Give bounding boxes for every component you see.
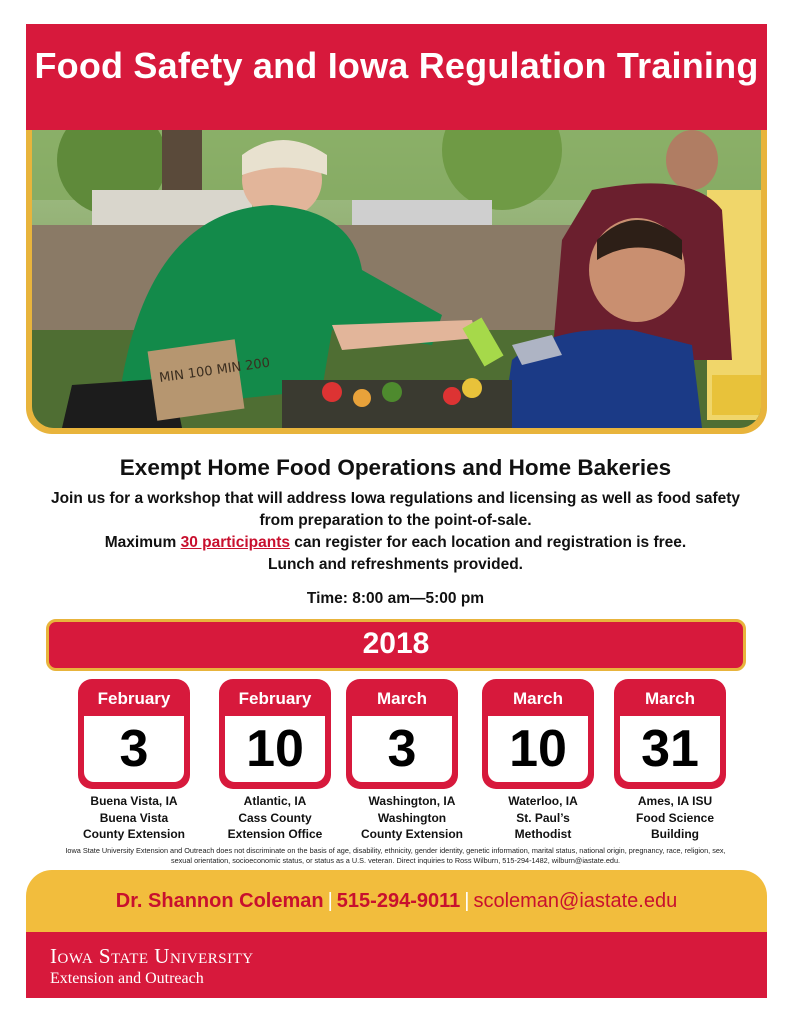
intro-line-2-pre: Maximum: [104, 534, 181, 551]
intro-line-2: [40, 532, 751, 554]
extension-outreach-text: Extension and Outreach: [50, 970, 204, 987]
location-buena-vista: [59, 793, 209, 843]
calendar-month: March: [376, 689, 428, 708]
tomato-2: [443, 387, 461, 405]
calendar-month: February: [97, 689, 171, 708]
location-atlantic: [200, 793, 350, 843]
year-banner: 2018: [46, 619, 746, 671]
intro-line-1: Join us for a workshop that will address Iowa regulations and licensing as well as food safety from preparation to the point-of-sale.: [50, 490, 741, 529]
title-banner: [26, 24, 767, 134]
location-line: Buena Vista: [99, 810, 169, 825]
man-head: [666, 130, 718, 190]
location-ames: [600, 793, 750, 843]
calendar-day: 3: [387, 720, 417, 778]
location-waterloo: [468, 793, 618, 843]
nondiscrimination-statement: Iowa State University Extension and Outreach does not discriminate on the basis of age, disability, ethnicity, gender identity, genetic information, marital status, national origin, pregnancy, race, religion, sex, sexual orientation, socioeconomic status, or status as a U.S. veteran. Direct inquiries to Ross Wilburn, 515-294-1482, wilburn@iastate.edu.: [65, 846, 726, 865]
calendar-month: February: [238, 689, 312, 708]
location-line: Cass County: [238, 810, 312, 825]
sign-text: MIN 100 MIN 200: [158, 355, 271, 387]
calendar-feb-3: [78, 679, 190, 789]
photo-illustration: [32, 130, 761, 428]
location-line: Washington: [377, 810, 447, 825]
veg: [382, 382, 402, 402]
location-line: Ames, IA ISU: [637, 794, 713, 808]
contact-phone[interactable]: 515-294-9011: [336, 890, 461, 912]
contact-name: Dr. Shannon Coleman: [115, 890, 324, 912]
participants-highlight: 30 participants: [180, 534, 290, 551]
intro-line-3: Lunch and refreshments provided.: [268, 556, 523, 573]
contact-email[interactable]: scoleman@iastate.edu: [473, 890, 678, 912]
location-line: Buena Vista, IA: [90, 794, 178, 808]
calendar-feb-10: [219, 679, 331, 789]
farmers-market-photo: [32, 130, 761, 428]
squash: [462, 378, 482, 398]
calendar-day: 10: [509, 720, 567, 778]
location-line: Washington, IA: [368, 794, 456, 808]
location-line: Extension Office: [227, 827, 323, 841]
calendar-day-box: [84, 716, 184, 782]
page-title: Food Safety and Iowa Regulation Training: [34, 45, 759, 86]
time-info: Time: 8:00 am—5:00 pm: [306, 590, 485, 607]
intro-line-2-post: can register for each location and registration is free.: [289, 534, 687, 551]
separator: |: [464, 890, 470, 912]
footer: [26, 932, 767, 998]
calendar-day-box: [488, 716, 588, 782]
location-line: Methodist: [514, 827, 572, 841]
location-line: County Extension: [360, 827, 463, 841]
contact-bar: [26, 870, 767, 932]
calendar-month: March: [512, 689, 564, 708]
pepper: [353, 389, 371, 407]
calendar-day-box: [352, 716, 452, 782]
location-line: St. Paul’s: [516, 810, 570, 825]
separator: |: [327, 890, 333, 912]
calendar-day: 10: [246, 720, 304, 778]
location-line: Waterloo, IA: [508, 794, 578, 808]
location-line: County Extension: [82, 827, 185, 841]
calendar-day: 31: [641, 720, 699, 778]
location-line: Building: [651, 827, 699, 841]
yellow-crate: [712, 375, 761, 415]
location-washington: [337, 793, 487, 843]
location-line: Atlantic, IA: [243, 794, 307, 808]
calendar-mar-3: [346, 679, 458, 789]
subheading: Exempt Home Food Operations and Home Bakeries: [119, 455, 672, 480]
calendar-mar-31: [614, 679, 726, 789]
university-logo-text: Iowa State University: [50, 944, 254, 968]
calendar-mar-10: [482, 679, 594, 789]
tomato: [322, 382, 342, 402]
calendar-day-box: [620, 716, 720, 782]
location-line: Food Science: [635, 810, 715, 825]
calendar-day: 3: [119, 720, 149, 778]
intro-text: [40, 488, 751, 576]
calendar-month: March: [644, 689, 696, 708]
calendar-day-box: [225, 716, 325, 782]
